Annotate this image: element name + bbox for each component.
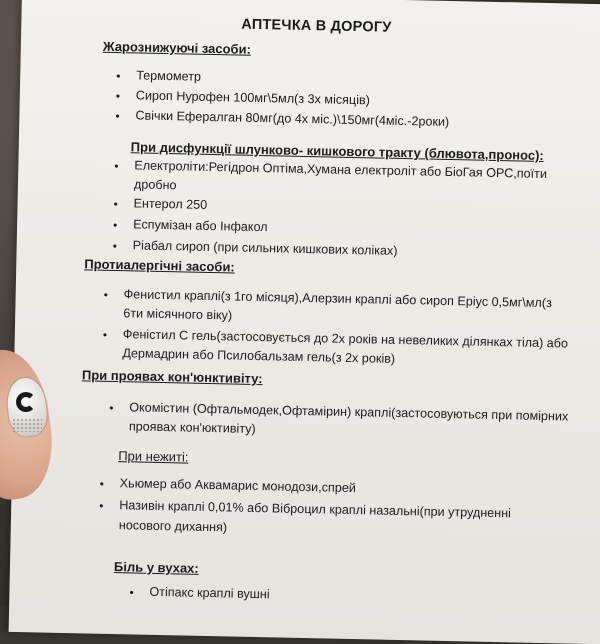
list-item-continuation: 6ти місячного віку): [123, 306, 233, 323]
section-heading-runny-nose: При нежиті:: [118, 448, 189, 465]
list-item: Фенистил краплі(з 1го місяця),Алерзин краплі або сироп Еріус 0,5мг\мл(з: [123, 287, 552, 311]
list-item: Окомістин (Офтальмодек,Офтамірин) краплі(застосовуються при помірних: [129, 400, 569, 424]
bullet-icon: •: [112, 238, 118, 254]
bullet-icon: •: [115, 88, 121, 104]
list-item: Еспумізан або Інфакол: [133, 217, 268, 235]
nail-decoration-icon: [16, 392, 36, 412]
bullet-icon: •: [113, 196, 118, 212]
list-item: Ріабал сироп (при сильних кишкових коліках): [132, 238, 398, 258]
bullet-icon: •: [99, 498, 104, 513]
list-item: Сироп Нурофен 100мг\5мл(з 3х місяців): [135, 88, 371, 108]
list-item-continuation: Дермадрин або Псилобальзам гель(з 2х років): [122, 346, 396, 366]
section-heading-gi-dysfunction: При дисфункції шлунково- кишкового тракту (блювота,пронос):: [130, 139, 544, 163]
section-heading-antipyretics: Жарознижуючі засоби:: [102, 38, 252, 57]
list-item: Фенiстил С гель(застосовується до 2х років на невеликих ділянках тіла) або: [122, 327, 569, 351]
bullet-icon: •: [129, 585, 134, 600]
bullet-icon: •: [102, 327, 108, 342]
section-heading-ear-pain: Біль у вухах:: [113, 559, 199, 576]
bullet-icon: •: [114, 158, 119, 174]
section-heading-antiallergic: Протиалергічні засоби:: [84, 256, 235, 275]
bullet-icon: •: [116, 68, 121, 84]
list-item: Термометр: [136, 68, 202, 84]
paper-sheet: [9, 0, 600, 644]
list-item-continuation: проявах кон'юктивіту): [128, 419, 256, 436]
list-item-continuation: носового дихання): [118, 518, 228, 535]
bullet-icon: •: [115, 108, 120, 124]
bullet-icon: •: [99, 476, 105, 491]
bullet-icon: •: [109, 400, 114, 416]
bullet-icon: •: [103, 287, 109, 302]
list-item: Ентерол 250: [133, 196, 208, 212]
list-item-continuation: дробно: [133, 177, 177, 193]
list-item: Електроліти:Регідрон Оптіма,Хумана електроліт або БіоГая ОРС,поїти: [134, 158, 548, 182]
bullet-icon: •: [112, 217, 118, 233]
nail-glitter: [12, 418, 42, 432]
section-heading-conjunctivitis: При проявах кон'юнктивіту:: [81, 367, 263, 387]
list-item: Хьюмер або Аквамарис монодози,спрей: [119, 476, 356, 496]
list-item: Свічки Ефералган 80мг(до 4х міс.)\150мг(4міс.-2роки): [135, 108, 450, 129]
document-title: АПТЕЧКА В ДОРОГУ: [241, 16, 392, 36]
list-item: Називін краплі 0,01% або Віброцил краплі назальні(при утрудненні: [119, 498, 512, 521]
list-item: Отіпакс краплі вушні: [149, 584, 270, 602]
